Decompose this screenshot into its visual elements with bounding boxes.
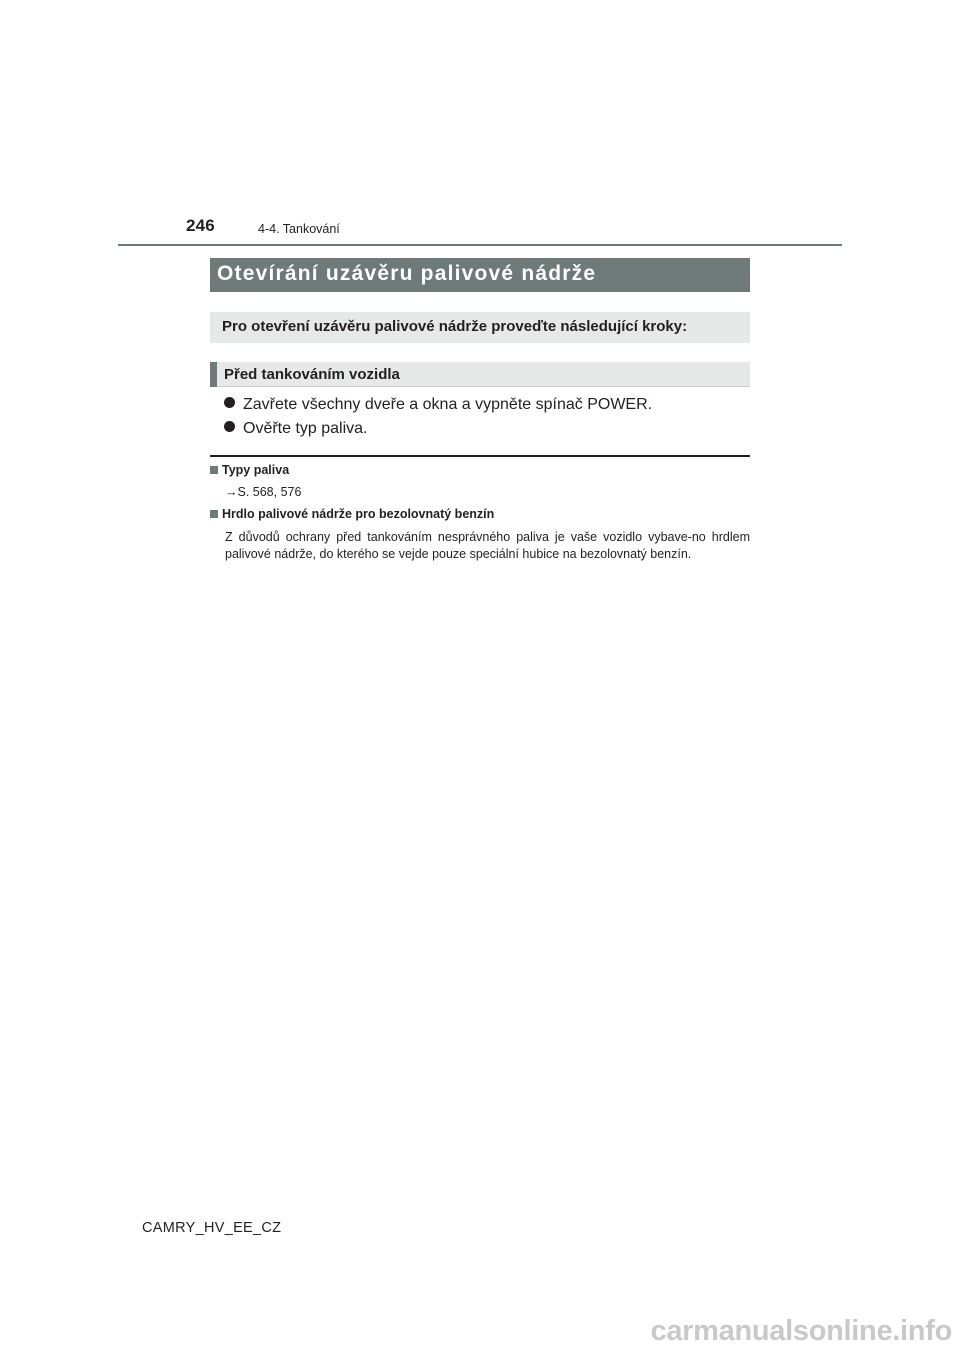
subsection-accent bbox=[210, 362, 217, 387]
square-bullet-icon bbox=[210, 466, 218, 474]
notes-divider bbox=[210, 455, 750, 457]
watermark: carmanualsonline.info bbox=[650, 1315, 952, 1347]
header-divider bbox=[118, 244, 842, 246]
bullet-text: Ověřte typ paliva. bbox=[243, 420, 368, 437]
bullet-item bbox=[224, 396, 652, 414]
note-heading bbox=[210, 507, 494, 521]
page-number: 246 bbox=[186, 216, 215, 235]
note-paragraph: Z důvodů ochrany před tankováním nesprávného paliva je vaše vozidlo vybave-no hrdlem palivové nádrže, do kterého se vejde pouze speciální hubice na bezolovnatý benzín. bbox=[225, 530, 750, 561]
bullet-text: Zavřete všechny dveře a okna a vypněte spínač POWER. bbox=[243, 396, 653, 413]
note-heading-text: Typy paliva bbox=[222, 463, 290, 477]
subsection-heading: Před tankováním vozidla bbox=[224, 366, 400, 383]
bullet-dot-icon bbox=[224, 421, 235, 432]
arrow-right-icon: → bbox=[225, 485, 238, 499]
note-heading bbox=[210, 463, 289, 477]
bullet-item bbox=[224, 420, 368, 438]
section-reference: 4-4. Tankování bbox=[258, 222, 340, 236]
note-reference bbox=[225, 485, 301, 499]
model-code: CAMRY_HV_EE_CZ bbox=[142, 1220, 282, 1236]
note-reference-text: S. 568, 576 bbox=[237, 485, 302, 499]
intro-text: Pro otevření uzávěru palivové nádrže proveďte následující kroky: bbox=[222, 318, 688, 335]
bullet-dot-icon bbox=[224, 397, 235, 408]
square-bullet-icon bbox=[210, 510, 218, 518]
note-heading-text: Hrdlo palivové nádrže pro bezolovnatý benzín bbox=[222, 507, 495, 521]
page-title: Otevírání uzávěru palivové nádrže bbox=[217, 262, 597, 285]
